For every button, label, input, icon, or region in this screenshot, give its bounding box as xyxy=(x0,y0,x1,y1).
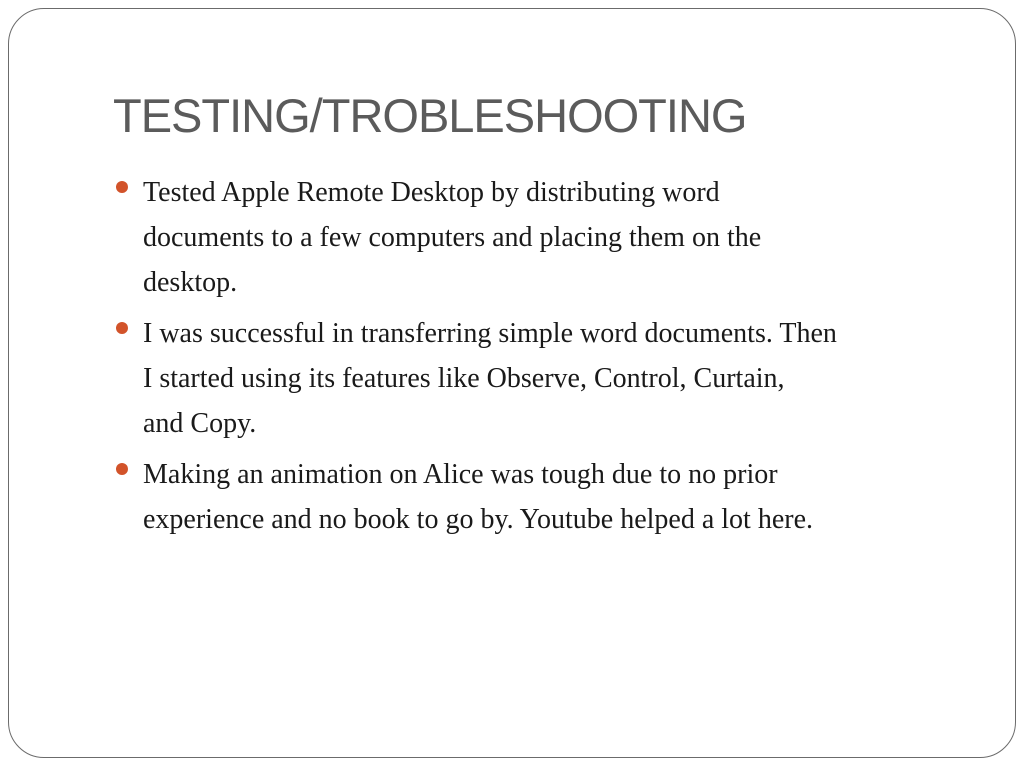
bullet-item xyxy=(143,311,973,446)
bullet-dot-icon xyxy=(116,322,128,334)
bullet-text-line: experience and no book to go by. Youtube helped a lot here. xyxy=(143,504,814,535)
bullet-list xyxy=(143,170,973,548)
bullet-item xyxy=(143,452,973,542)
bullet-text-line: Making an animation on Alice was tough due to no prior xyxy=(143,459,778,490)
bullet-text-line: documents to a few computers and placing them on the xyxy=(143,222,762,253)
bullet-item xyxy=(143,170,973,305)
bullet-text-line: and Copy. xyxy=(143,408,257,439)
bullet-text-line: desktop. xyxy=(143,267,238,298)
slide-title: TESTING/TROBLESHOOTING xyxy=(113,89,747,142)
bullet-text-line: I started using its features like Observe, Control, Curtain, xyxy=(143,363,785,394)
bullet-dot-icon xyxy=(116,181,128,193)
bullet-text-line: I was successful in transferring simple word documents. Then xyxy=(143,318,837,349)
bullet-dot-icon xyxy=(116,463,128,475)
bullet-text-line: Tested Apple Remote Desktop by distributing word xyxy=(143,177,720,208)
